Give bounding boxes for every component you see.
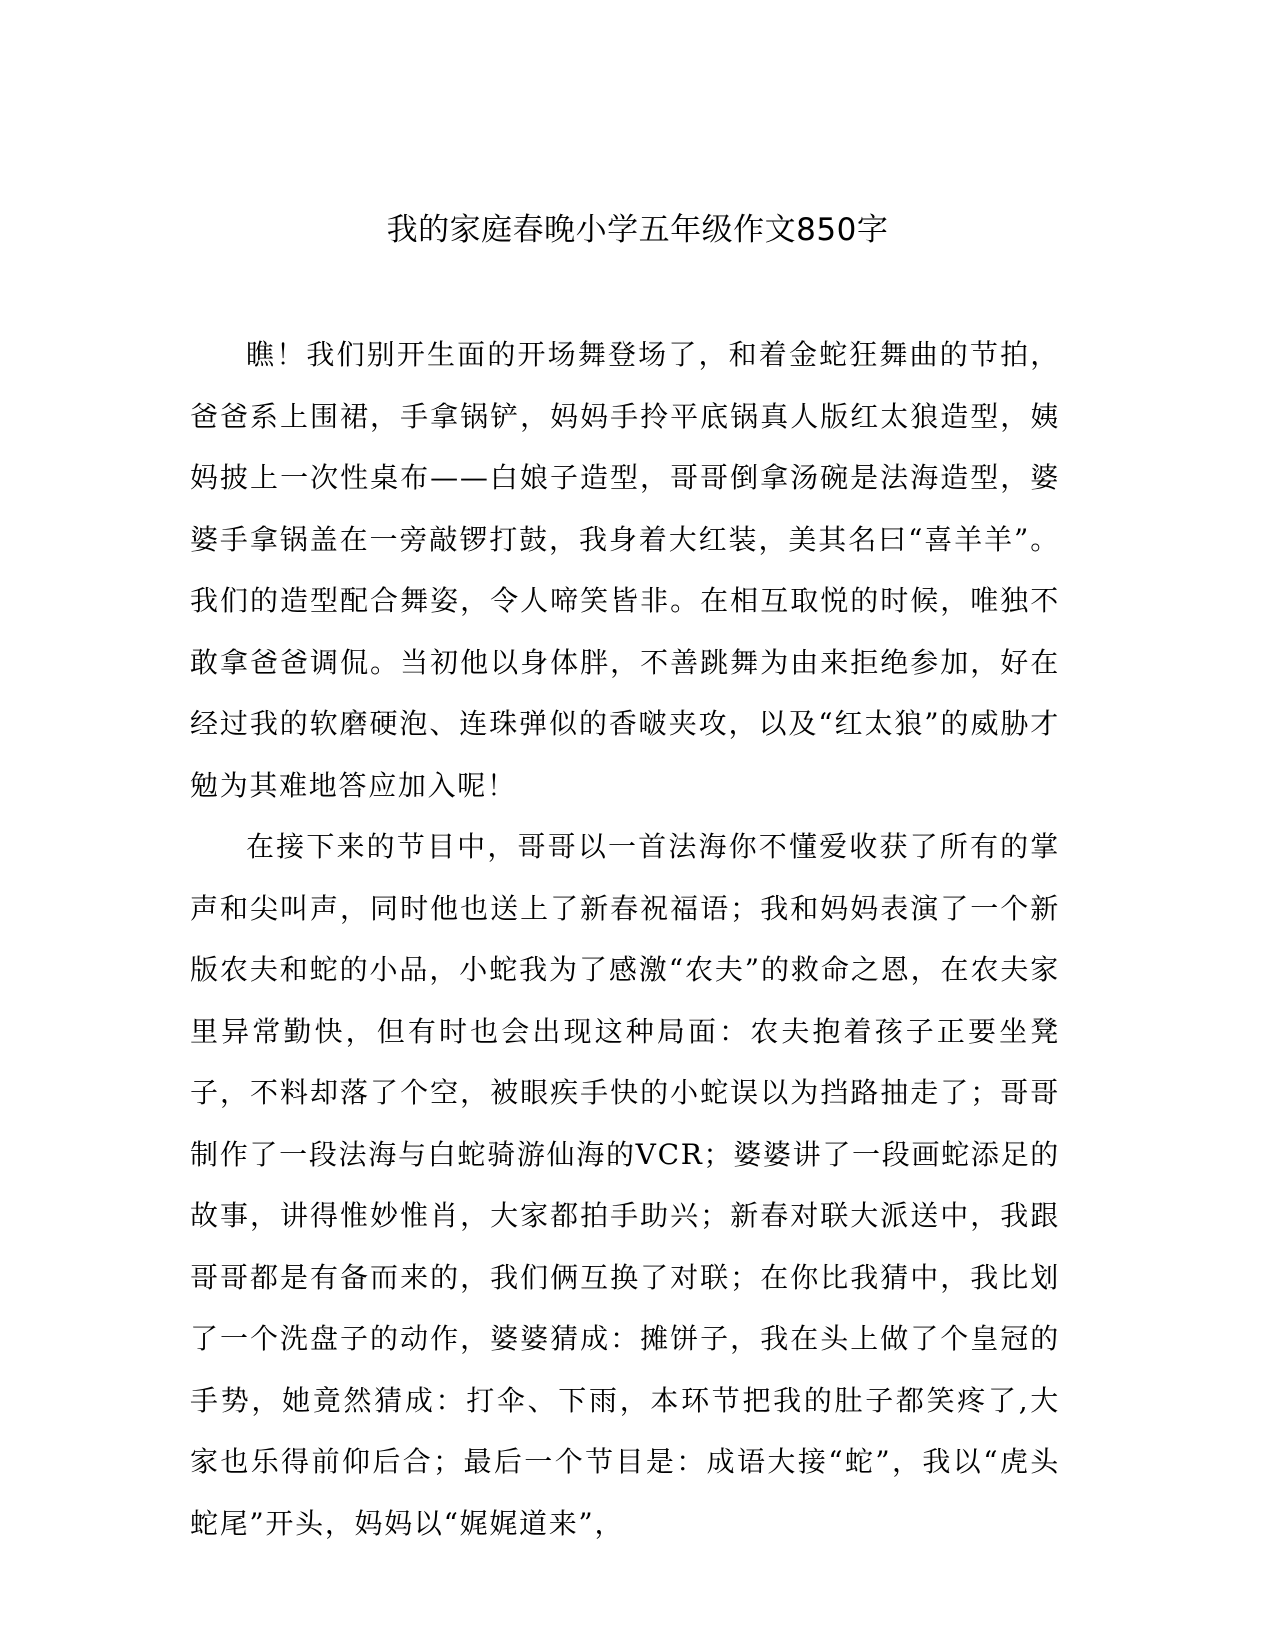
- document-title: 我的家庭春晚小学五年级作文850字: [386, 212, 889, 248]
- paragraph-1: 瞧！我们别开生面的开场舞登场了，和着金蛇狂舞曲的节拍，爸爸系上围裙，手拿锅铲，妈妈手拎平底锅真人版红太狼造型，姨妈披上一次性桌布——白娘子造型，哥哥倒拿汤碗是法海造型，婆婆手拿锅盖在一旁敲锣打鼓，我身着大红装，美其名曰“喜羊羊”。我们的造型配合舞姿，令人啼笑皆非。在相互取悦的时候，唯独不敢拿爸爸调侃。当初他以身体胖，不善跳舞为由来拒绝参加，好在经过我的软磨硬泡、连珠弹似的香啵夹攻，以及“红太狼”的威胁才勉为其难地答应加入呢！: [190, 338, 1060, 802]
- paragraph-2: 在接下来的节目中，哥哥以一首法海你不懂爱收获了所有的掌声和尖叫声，同时他也送上了新春祝福语；我和妈妈表演了一个新版农夫和蛇的小品，小蛇我为了感激“农夫”的救命之恩，在农夫家里异常勤快，但有时也会出现这种局面：农夫抱着孩子正要坐凳子，不料却落了个空，被眼疾手快的小蛇误以为挡路抽走了；哥哥制作了一段法海与白蛇骑游仙海的VCR；婆婆讲了一段画蛇添足的故事，讲得惟妙惟肖，大家都拍手助兴；新春对联大派送中，我跟哥哥都是有备而来的，我们俩互换了对联；在你比我猜中，我比划了一个洗盘子的动作，婆婆猜成：摊饼子，我在头上做了个皇冠的手势，她竟然猜成：打伞、下雨，本环节把我的肚子都笑疼了,大家也乐得前仰后合；最后一个节目是：成语大接“蛇”，我以“虎头蛇尾”开头，妈妈以“娓娓道来”，: [190, 830, 1060, 1540]
- document-body: [190, 324, 1060, 1554]
